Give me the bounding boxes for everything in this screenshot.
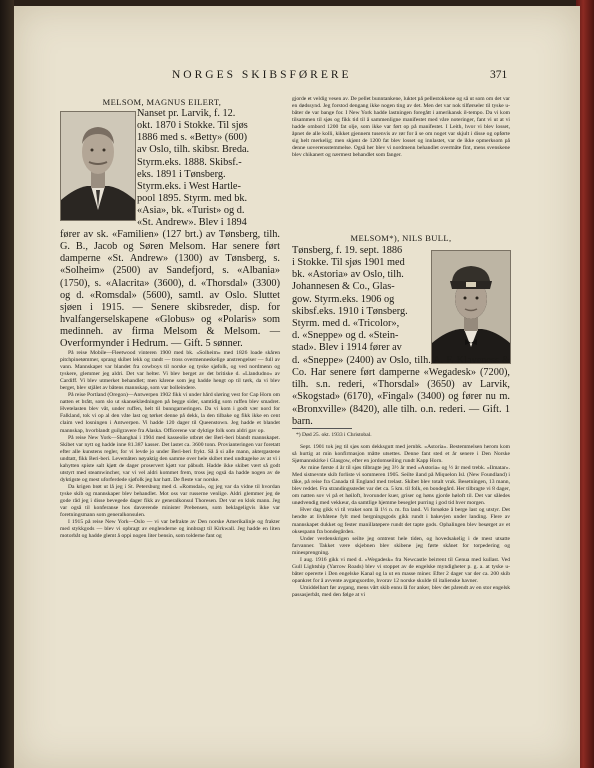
intro-line: skibsf.eks. 1910 i Tønsberg. — [292, 305, 408, 317]
anecdote-paragraph: Sept. 1901 tok jeg til sjøs som dekksgutt med jernbk. «Astoria». Bestemmelsen herom kom så hurtig at min konfirmasjon måtte utsettes. Denne fant sted et år senere i Den Norske Sjømannskirke i Glasgow, efter en jordomseiling rundt Kapp Horn. — [292, 444, 510, 465]
entry-career-magnus: fører av sk. «Familien» (127 brt.) av Tønsberg, tilh. G. B., Jacob og Søren Melsom. Har senere ført damperne «St. Andrew» (1300) av Tønsberg, s. «Solheim» (2500) av Sandefjord, s. «Albania» (1750), s. «Alacrita» (3600), d. «Thorsdal» (3300) og d. «Romsdal» (5600), samtl. av Oslo. Sluttet sjøen i 1915. — Senere skibsreder, disp. for hvalfangerselskapene «Globus» og «Polaris» som medinneh. av firma Melsom & Melsom. — Overformynder i Hedrum. — Gift. 5 sønner. — [60, 229, 280, 350]
footnote-rule — [292, 428, 352, 429]
anecdote-paragraph: Da krigen brøt ut lå jeg i St. Petersburg med d. «Romsdal», og jeg var da vidne til hvordan tyske skib og mannskaper blev behandlet. Mot oss var russerne venlige. Aldri glemmer jeg de gode råd jeg i disse bevegede dager fikk av generalkonsul Thoresen. Det var en klok mann. Jeg var også til konferanse hos daværende minister Prebensen, som beklageligvis ikke var foretningsmann som generalkonsulen. — [60, 483, 280, 519]
intro-line: stad». Blev i 1914 fører av — [292, 342, 402, 354]
anecdote-paragraph: I 1915 på reise New York—Oslo — vi var befrakte av Den norske Amerikalinje og frakter med stykkgods — blev vi opbragt av englenderne og innbragt til Kirkwall. Jeg hadde en liten motorbåt og hadde glemt å oppi nogen liter bensin, som tolderne fant og — [60, 519, 280, 540]
intro-line: okt. 1870 i Stokke. Til sjøs — [137, 120, 248, 132]
intro-line: Styrm. med d. «Tricolor», — [292, 317, 400, 329]
portrait-nils-melsom — [431, 250, 511, 364]
entry-intro-line-full — [60, 217, 280, 229]
anecdote-paragraph: Umiddelbart før avgang, mens vårt skib ennu lå for anker, blev det pårendt av en stor engelsk passasjerbåt, med den følge at vi — [292, 584, 510, 598]
page-number: 371 — [490, 69, 508, 81]
header-title: NORGES SKIBSFØRERE — [172, 69, 352, 81]
intro-line: bk. «Astoria» av Oslo, tilh. — [292, 269, 404, 281]
entry-name-magnus: MELSOM, MAGNUS EILERT, — [102, 97, 222, 107]
anecdotes-nils — [292, 444, 510, 599]
intro-line: «Asia», bk. «Turist» og d. — [137, 205, 245, 217]
anecdote-paragraph: På reise Portland (Oregon)—Antwerpen 1902 fikk vi under hård sløring vest for Cap Horn om natten et brått, som slo ut skanseklædningen på begge sider, samtidig som ruffen blev smadret. Hvetelasten blev våt, under ruffen, helt til bunngarneringen. Da vi kom i godt vær nord for Falkland, tok vi op al den våte last og tørket denne på dekk, la den tilbake og fikk ikke en cent claim ved losningen i Antwerpen. Vi hadde 120 dager til Queenstown. Jeg hadde et blandet mannskap, hvorblandt guilgravere fra Alaska. Officerene var dyktige folk som aldri gav op. — [60, 392, 280, 434]
intro-line: i Stokke. Til sjøs 1901 med — [292, 257, 405, 269]
intro-line: gow. Styrm.eks. 1906 og — [292, 293, 395, 305]
anecdote-paragraph: I aug. 1916 gikk vi med d. «Wegadesk» fra Newcastle beirrent til Genua med kullast. Ved Gull Lightship (Yarrow Roads) blev vi stoppet av de engelske myndigheter p. g. a. at tyske u-båter opererte i Den engelske Kanal og la ut en masse miner. Efter 2 dager var der ca. 200 skib opankret for å avvente avgangsordre, hvorav 12 norske skulde til italienske havner. — [292, 556, 510, 584]
anecdote-paragraph: Av mine første 4 år til sjøs tilbragte jeg 3½ år med «Astoria» og ½ år med trebk. «Ilmatar». Med sistnevnte skib forliste vi sommeren 1905. Seilte iland på Miquelon Isl. (New Foundland) i tåke, på reise fra Canada til England med trelast. Skibet blev totalt vrak. Besetningen, 13 mann, blev reddet. Fra strandingsstedet var det ca. 5 km. til folk, en bondegård. Her tilbragte vi 8 dager, om natten sov vi på et høiloft, hvorunder kuer, griser og høns gjorde høloft til. Det var således unødvendig med vekkeur, da samtlige hjemme beseglet purring i god tid hver morgen. — [292, 465, 510, 507]
entry-intro-magnus — [137, 108, 277, 217]
entry-career-nils: d. «Sneppe» (2400) av Oslo, tilh. A. F. Klaveness & Co. Har senere ført damperne «Wegadesk» (7200), tilh. s.n. rederi, «Thorsdal» (3650) av Larvik, «Skogstad» (6170), «Fingal» (3400) og fører nu m. «Bronxville» (8420), alle tilh. o.n. rederi. — Gift. 1 barn. — [292, 355, 510, 427]
intro-line: Tønsberg, f. 19. sept. 1886 — [292, 245, 403, 256]
intro-line: «St. Andrew». Blev i 1894 — [137, 217, 247, 228]
portrait-magnus-melsom — [60, 111, 136, 221]
intro-line: eks. 1891 i Tønsberg. — [137, 168, 226, 180]
anecdote-paragraph: På reise Mobile—Fleetwood vinteren 1900 med bk. «Solheim» med 1826 loade skåren pitchpinetømmer, sprang skibet lekk og randt — tross overmenneskelige anstrengelser — full av vann. Mannskapet var blandet fra cowboys til norske og tyske sjøfolk, og ved nordmenn og tyskere, glemmer jeg aldri. Det var helter. Vi blev berget av det britiske d. «Llandudno» av Cardiff. Vi blev utmerket behandlet; men kårene som jeg hadde hengt op til tørk, da vi blev berget, blev stjålet av båtens mannskap, som var bolleindere. — [60, 350, 280, 392]
anecdote-continued: gjorde et veldig vesen av. De pellet bunntankene, luktet på pellestokkene og så ut som om det var en dødssynd. Jeg forstod dengang ikke nogen ting av det. Men det var nok tilførseler til tyske u-båter de var bange for. I New York hadde lastningen foregått i amerikansk il-tempo. Da vi kom tilsammen til sjøs og fikk tid til å sammenligne manifestet med våre noteringer, fant vi ut at vi hadde ombord 1200 fat olje, som ikke var ført op på manifestet. I Leith, hvor vi blev losset, åpnet de alle kolli, kikket gjennem tusenvis av rør for å se om noget var skjult i disse og opførte sig helt merkelig; men skjønt de 1200 fat blev losset og innlastet, var de ikke opmerksom på denne uoverensstemmelse. Også her blev vi nordmenn behandlet overmåte fint, mens svenskene blev chikanert og nærmest behandlet som fanger. — [292, 96, 510, 159]
anecdotes-magnus — [60, 350, 280, 540]
book-left-edge — [0, 0, 14, 768]
portrait-photo — [61, 112, 135, 220]
intro-line: Styrm.eks. i West Hartle- — [137, 180, 241, 192]
intro-line: 1886 med s. «Betty» (600) — [137, 132, 248, 144]
entry-intro-nils — [292, 245, 428, 354]
anecdote-paragraph: På reise New York—Shanghai i 1904 med kasseolie utbrøt der Beri-beri blandt mannskapet. Skibet var nytt og hadde inne 81.387 kasser. Det lastet ca. 3600 tonn. Provianteringen var foretatt efter alle kunstens regler, for vi levde jo under Beri-beri frykt. Så å si alle mann, aktergastene undtatt, fikk Beri-beri. Levemåten nøyaktig den samme over hele skibet med undtagelse av at vi i kahytten spiste salt kjøtt de dager proservert kjøtt var påbudt. Hadde ikke skibet vært så godt utstyrt med steamwincher, var vi vel aldri kommet frem, tross jeg også da hadde nogen av de dyktigste og mest uforferdede sjøfolk jeg har hatt. De fleste var norske. — [60, 434, 280, 483]
intro-line: Styrm.eks. 1888. Skibsf.- — [137, 156, 242, 168]
intro-line: Nanset pr. Larvik, f. 12. — [137, 108, 236, 119]
portrait-photo — [432, 251, 510, 363]
entry-name-nils: MELSOM*), NILS BULL, — [350, 233, 452, 243]
intro-line: av Oslo, tilh. skibsr. Breda. — [137, 144, 250, 156]
anecdote-paragraph: Hver dag gikk vi til vraket som lå 1½ n. m. fra land. Vi forsøkte å berge last og utstyr. Det hendte at livbåtene fylt med bergningsgods gikk rundt i bakevjen under landing. Flere av mannskapet dukket og fester manillatøpere rundt det tapte gods. Ophalingen blev besørget av et oksespann fra bondegården. — [292, 507, 510, 535]
running-header — [14, 69, 580, 83]
intro-line: d. «Sneppe» og d. «Stein- — [292, 330, 399, 342]
book-page — [14, 6, 580, 768]
anecdote-paragraph: Under verdenskrigen seilte jeg omtrent hele tiden, og hovedsakelig i de mest utsatte farvanner. Takket være skjebnen blev skibene jeg førte skånet for torpedering og minesprengning. — [292, 535, 510, 556]
footnote: *) Død 25. okt. 1933 i Christobal. — [296, 432, 372, 438]
intro-line: pool 1895. Styrm. med bk. — [137, 193, 248, 205]
intro-line: Johannesen & Co., Glas- — [292, 281, 395, 293]
